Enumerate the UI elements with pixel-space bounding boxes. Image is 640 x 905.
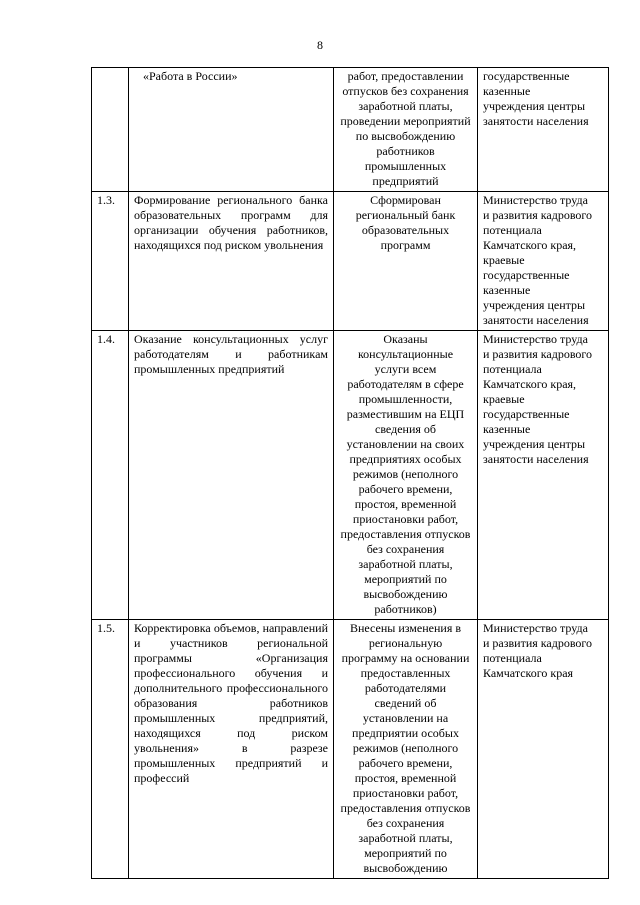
result-cell: [334, 68, 478, 192]
page-number: 8: [317, 38, 323, 52]
responsible-text: Министерство труда и развития кадрового потенциала Камчатского края, краевые государственные казенные учреждения центры занятости населения: [483, 193, 593, 327]
responsible-cell: [478, 620, 609, 879]
action-text: «Работа в России»: [143, 69, 238, 83]
responsible-text: государственные казенные учреждения центры занятости населения: [483, 69, 589, 128]
row-number-cell: [92, 68, 129, 192]
row-number-cell: 1.5.: [92, 620, 129, 879]
result-text: работ, предоставлении отпусков без сохранения заработной платы, проведении мероприятий по высвобождению работников промышленных предприятий: [340, 69, 471, 188]
action-cell: [129, 331, 334, 620]
result-cell: [334, 192, 478, 331]
result-cell: [334, 331, 478, 620]
action-text: Корректировка объемов, направлений и участников региональной программы «Организация профессионального обучения и дополнительного профессионального образования работников промышленных предприятий, находящихся под риском увольнения» в разрезе промышленных предприятий и профессий: [134, 621, 328, 785]
action-cell: [129, 620, 334, 879]
result-text: Сформирован региональный банк образовательных программ: [355, 193, 456, 252]
action-text: Формирование регионального банка образовательных программ для организации обучения работников, находящихся под риском увольнения: [134, 193, 328, 252]
table-row: [92, 620, 609, 879]
result-text: Внесены изменения в региональную программу на основании предоставленных работодателями сведений об установлении на предприятии особых режимов (неполного рабочего времени, простоя, временной приостановки работ, предоставления отпусков без сохранения заработной платы, мероприятий по высвобождению: [340, 621, 471, 875]
row-number-cell: 1.3.: [92, 192, 129, 331]
action-cell: [129, 192, 334, 331]
responsible-text: Министерство труда и развития кадрового потенциала Камчатского края, краевые государственные казенные учреждения центры занятости населения: [483, 332, 593, 466]
responsible-cell: [478, 192, 609, 331]
row-number-cell: 1.4.: [92, 331, 129, 620]
table-row: [92, 192, 609, 331]
responsible-cell: [478, 68, 609, 192]
result-text: Оказаны консультационные услуги всем работодателям в сфере промышленности, разместившим на ЕЦП сведения об установлении на своих предприятиях особых режимов (неполного рабочего времени, простоя, временной приостановки работ, предоставления отпусков без сохранения заработной платы, мероприятий по высвобождению работников): [340, 332, 471, 616]
responsible-cell: [478, 331, 609, 620]
responsible-text: Министерство труда и развития кадрового потенциала Камчатского края: [483, 621, 593, 680]
measures-table: [91, 67, 609, 879]
table-row: [92, 68, 609, 192]
action-text: Оказание консультационных услуг работодателям и работникам промышленных предприятий: [134, 332, 328, 376]
result-cell: [334, 620, 478, 879]
action-cell: [129, 68, 334, 192]
table-row: [92, 331, 609, 620]
